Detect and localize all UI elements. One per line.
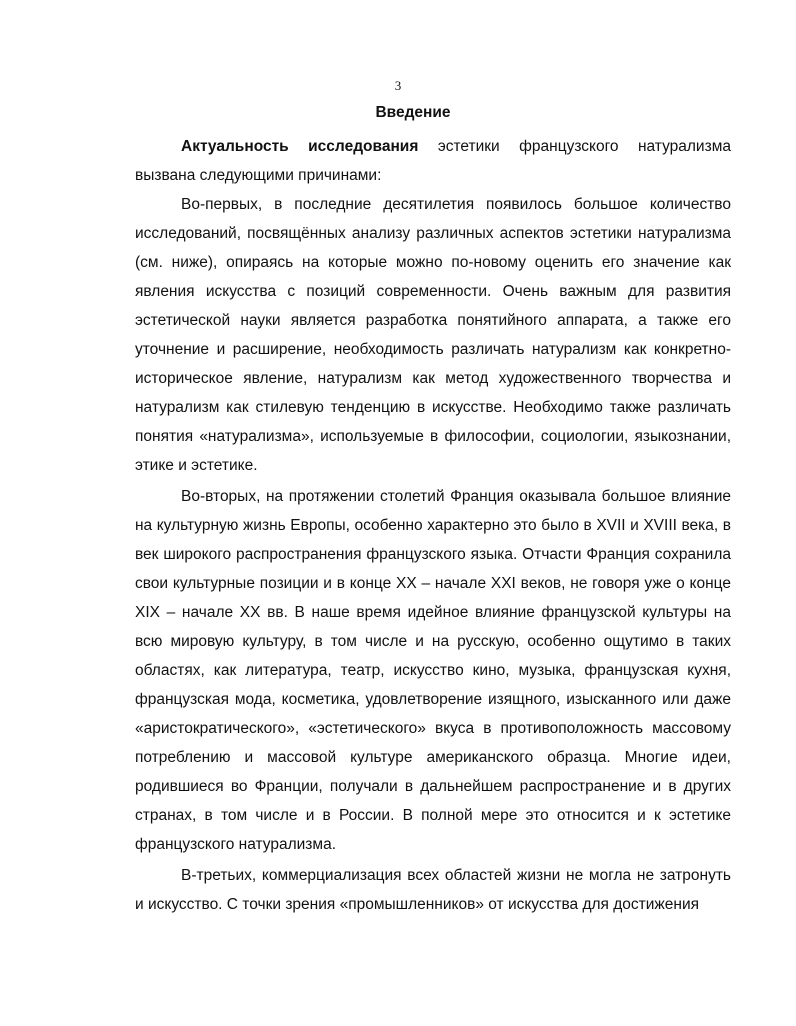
body-text <box>135 132 731 921</box>
page-number: 3 <box>394 78 402 93</box>
intro-word-1: эстетики <box>437 138 500 155</box>
paragraph-third-reason: В-третьих, коммерциализация всех областей жизни не могла не затронуть и искусство. С точки зрения «промышленников» от искусства для достижения <box>135 867 731 913</box>
section-heading: Введение <box>375 104 451 121</box>
paragraph-first-reason: Во-первых, в последние десятилетия появилось большое количество исследований, посвящённых анализу различных аспектов эстетики натурализма (см. ниже), опираясь на которые можно по-новому оценить его значение как явления искусства с позиций современности. Очень важным для развития эстетической науки является разработка понятийного аппарата, а также его уточнение и расширение, необходимость различать натурализм как конкретно-историческое явление, натурализм как метод художественного творчества и натурализм как стилевую тенденцию в искусстве. Необходимо также различать понятия «натурализма», используемые в философии, социологии, языкознании, этике и эстетике. <box>135 196 731 474</box>
intro-bold-word-2: исследования <box>308 138 419 155</box>
intro-continuation: вызвана следующими причинами: <box>135 167 382 184</box>
intro-bold-word-1: Актуальность <box>181 138 289 155</box>
intro-first-line <box>181 132 731 161</box>
paragraph-second-reason: Во-вторых, на протяжении столетий Франция оказывала большое влияние на культурную жизнь Европы, особенно характерно это было в XVII и XVIII века, в век широкого распространения французского языка. Отчасти Франция сохранила свои культурные позиции и в конце XX – начале XXI веков, не говоря уже о конце XIX – начале XX вв. В наше время идейное влияние французской культуры на всю мировую культуру, в том числе и на русскую, особенно ощутимо в таких областях, как литература, театр, искусство кино, музыка, французская кухня, французская мода, косметика, удовлетворение изящного, изысканного или даже «аристократического», «эстетического» вкуса в противоположность массовому потреблению и массовой культуре американского образца. Многие идеи, родившиеся во Франции, получали в дальнейшем распространение и в других странах, в том числе и в России. В полной мере это относится и к эстетике французского натурализма. <box>135 488 731 853</box>
intro-word-2: французского <box>519 138 619 155</box>
intro-word-3: натурализма <box>637 138 731 155</box>
